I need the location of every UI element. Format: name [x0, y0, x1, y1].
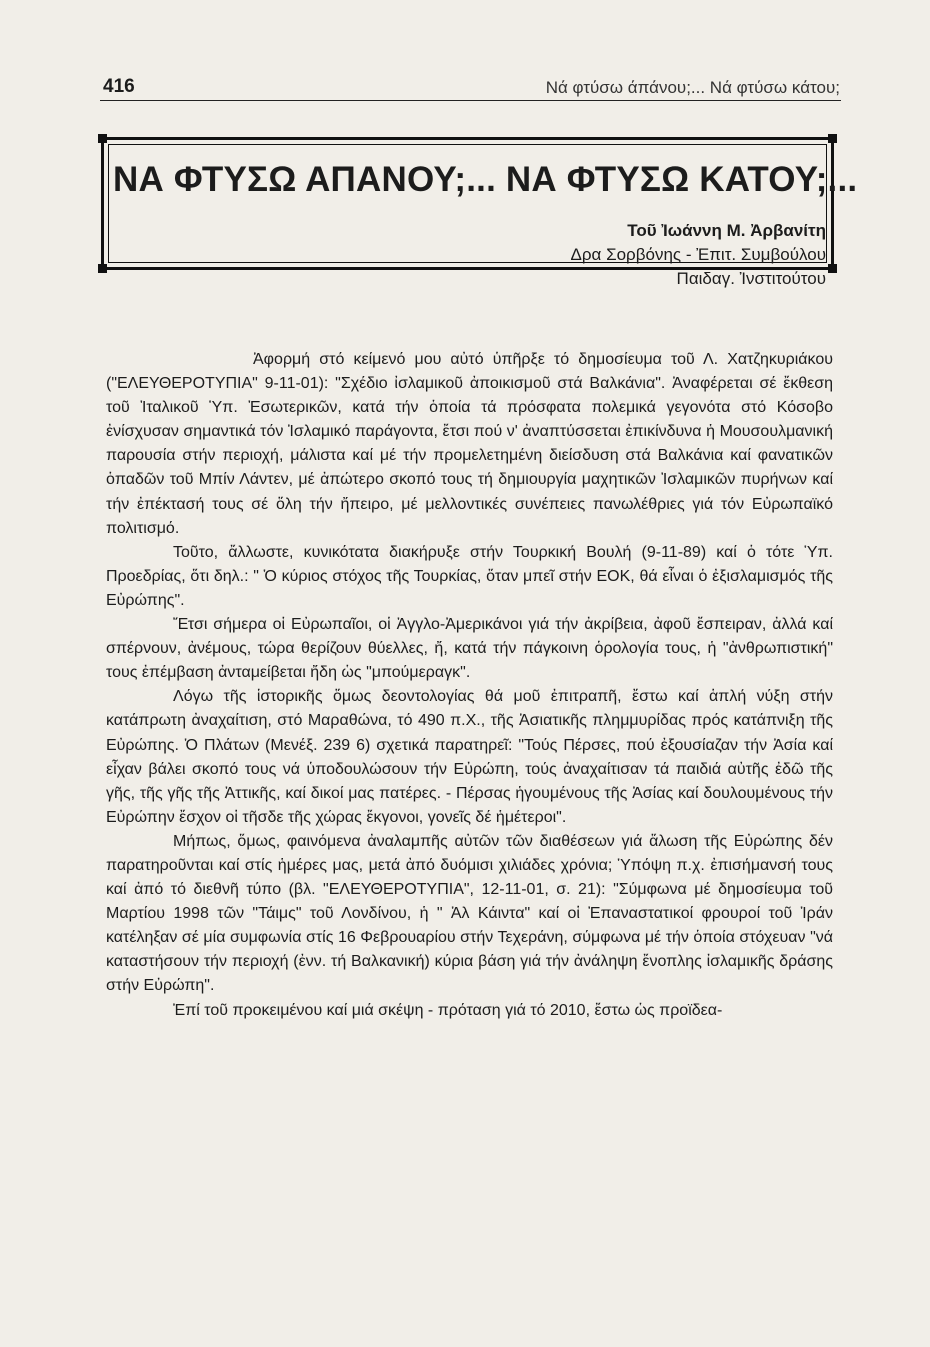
paragraph: Τοῦτο, ἄλλωστε, κυνικότατα διακήρυξε στήν Τουρκική Βουλή (9-11-89) καί ὁ τότε Ὑπ. Προεδρίας, ὅτι δηλ.: " Ὁ κύριος στόχος τῆς Τουρκίας, ὅταν μπεῖ στήν ΕΟΚ, θά εἶναι ὁ ἐξισλαμισμός τῆς Εὐρώπης". — [106, 543, 833, 609]
article-body — [106, 348, 833, 1023]
author-credential: Παιδαγ. Ἰνστιτούτου — [676, 269, 826, 288]
paragraph: Λόγω τῆς ἱστορικῆς ὅμως δεοντολογίας θά μοῦ ἐπιτραπῆ, ἔστω καί ἁπλή νύξη στήν κατάπρωτη ἀναχαίτιση, στό Μαραθώνα, τό 490 π.Χ., τῆς Ἀσιατικῆς πλημμυρίδας πρός κατάπνιξη τῆς Εὐρώπης. Ὁ Πλάτων (Μενέξ. 239 6) σχετικά παρατηρεῖ: "Τούς Πέρσες, πού ἐξουσίαζαν τήν Ἀσία καί εἶχαν βάλει σκοπό τους νά ὑποδουλώσουν τήν Εὐρώπη, τούς ἀναχαίτισαν τά παιδιά αὐτῆς ἐδῶ τῆς γῆς, τῆς γῆς τῆς Ἀττικῆς, καί δικοί μας πατέρες. - Πέρσας ἡγουμένους τῆς Ἀσίας καί δουλουμένους τήν Εὐρώπην ἔσχον οἱ τῆσδε τῆς χώρας ἔκγονοι, γονεῖς δέ ἡμέτεροι". — [106, 688, 833, 826]
frame-corner — [828, 264, 837, 273]
author-name: Τοῦ Ἰωάννη Μ. Ἀρβανίτη — [627, 221, 826, 240]
page-number: 416 — [103, 76, 135, 97]
header-rule — [100, 100, 841, 101]
author-credential: Δρα Σορβόνης - Ἐπιτ. Συμβούλου — [570, 245, 826, 264]
paragraph: Ἐπί τοῦ προκειμένου καί μιά σκέψη - πρόταση γιά τό 2010, ἔστω ὡς προϊδεα- — [173, 1001, 723, 1019]
frame-corner — [98, 264, 107, 273]
running-header: Νά φτύσω άπάνου;... Νά φτύσω κάτου; — [545, 78, 840, 97]
paragraph: Ἀφορμή στό κείμενό μου αὐτό ὑπῆρξε τό δημοσίευμα τοῦ Λ. Χατζηκυριάκου ("ΕΛΕΥΘΕΡΟΤΥΠΙΑ" 9-11-01): "Σχέδιο ἰσλαμικοῦ ἀποικισμοῦ στά Βαλκάνια". Ἀναφέρεται σέ ἔκθεση τοῦ Ἰταλικοῦ Ὑπ. Ἐσωτερικῶν, κατά τήν ὁποία τά πρόσφατα πολεμικά γεγονότα στό Κόσοβο ἐνίσχυσαν σημαντικά τόν Ἰσλαμικό παράγοντα, ἔτσι πού ν' ἀναπτύσσεται ἐπικίνδυνα ἡ Μουσουλμανική παρουσία στήν περιοχή, μάλιστα καί μέ τήν προμελετημένη διείσδυση στά Βαλκάνια καί φανατικῶν ὁπαδῶν τοῦ Μπίν Λάντεν, μέ ἀπώτερο σκοπό τους τή δημιουργία μαχητικῶν Ἰσλαμικῶν πυρήνων καί τήν ἐπέκτασή τους σέ ὅλη τήν ἤπειρο, μέ μελλοντικές συνέπειες πανωλέθριες γιά τόν Εὐρωπαϊκό πολιτισμό. — [106, 351, 833, 537]
paragraph: Μήπως, ὅμως, φαινόμενα ἀναλαμπῆς αὐτῶν τῶν διαθέσεων γιά ἅλωση τῆς Εὐρώπης δέν παρατηροῦνται καί στίς ἡμέρες μας, μετά ἀπό δυόμισι χιλιάδες χρόνια; Ὑπόψη π.χ. ἐπισήμανσή τους καί ἀπό τό διεθνῆ τύπο (βλ. "ΕΛΕΥΘΕΡΟΤΥΠΙΑ", 12-11-01, σ. 21): "Σύμφωνα μέ δημοσίευμα τοῦ Μαρτίου 1998 τῶν "Τάιμς" τοῦ Λονδίνου, ἡ " Ἀλ Κάιντα" καί οἱ Ἐπαναστατικοί φρουροί τοῦ Ἰράν κατέληξαν σέ μία συμφωνία στίς 16 Φεβρουαρίου στήν Τεχεράνη, σύμφωνα μέ τήν ὁποία στόχευαν "νά καταστήσουν τήν περιοχή (ἐνν. τή Βαλκανική) κύρια βάση γιά τήν ἀνάληψη ἔνοπλης ἰσλαμικῆς δράσης στήν Εὐρώπη". — [106, 832, 833, 995]
author-block — [571, 219, 827, 291]
frame-corner — [98, 134, 107, 143]
paragraph: Ἔτσι σήμερα οἱ Εὐρωπαῖοι, οἱ Ἀγγλο-Ἀμερικάνοι γιά τήν ἀκρίβεια, ἀφοῦ ἔσπειραν, ἀλλά καί σπέρνουν, ἀνέμους, τώρα θερίζουν θύελλες, ἤ, κατά τήν πάγκοινη ὁρολογία τους, ἡ "ἀνθρωπιστική" τους ἐπέμβαση ἀνταμείβεται ἤδη ὡς "μπούμεραγκ". — [106, 616, 833, 682]
article-title: ΝΑ ΦΤΥΣΩ ΑΠΑΝΟΥ;... ΝΑ ΦΤΥΣΩ ΚΑΤΟΥ;... — [113, 160, 858, 199]
frame-corner — [828, 134, 837, 143]
